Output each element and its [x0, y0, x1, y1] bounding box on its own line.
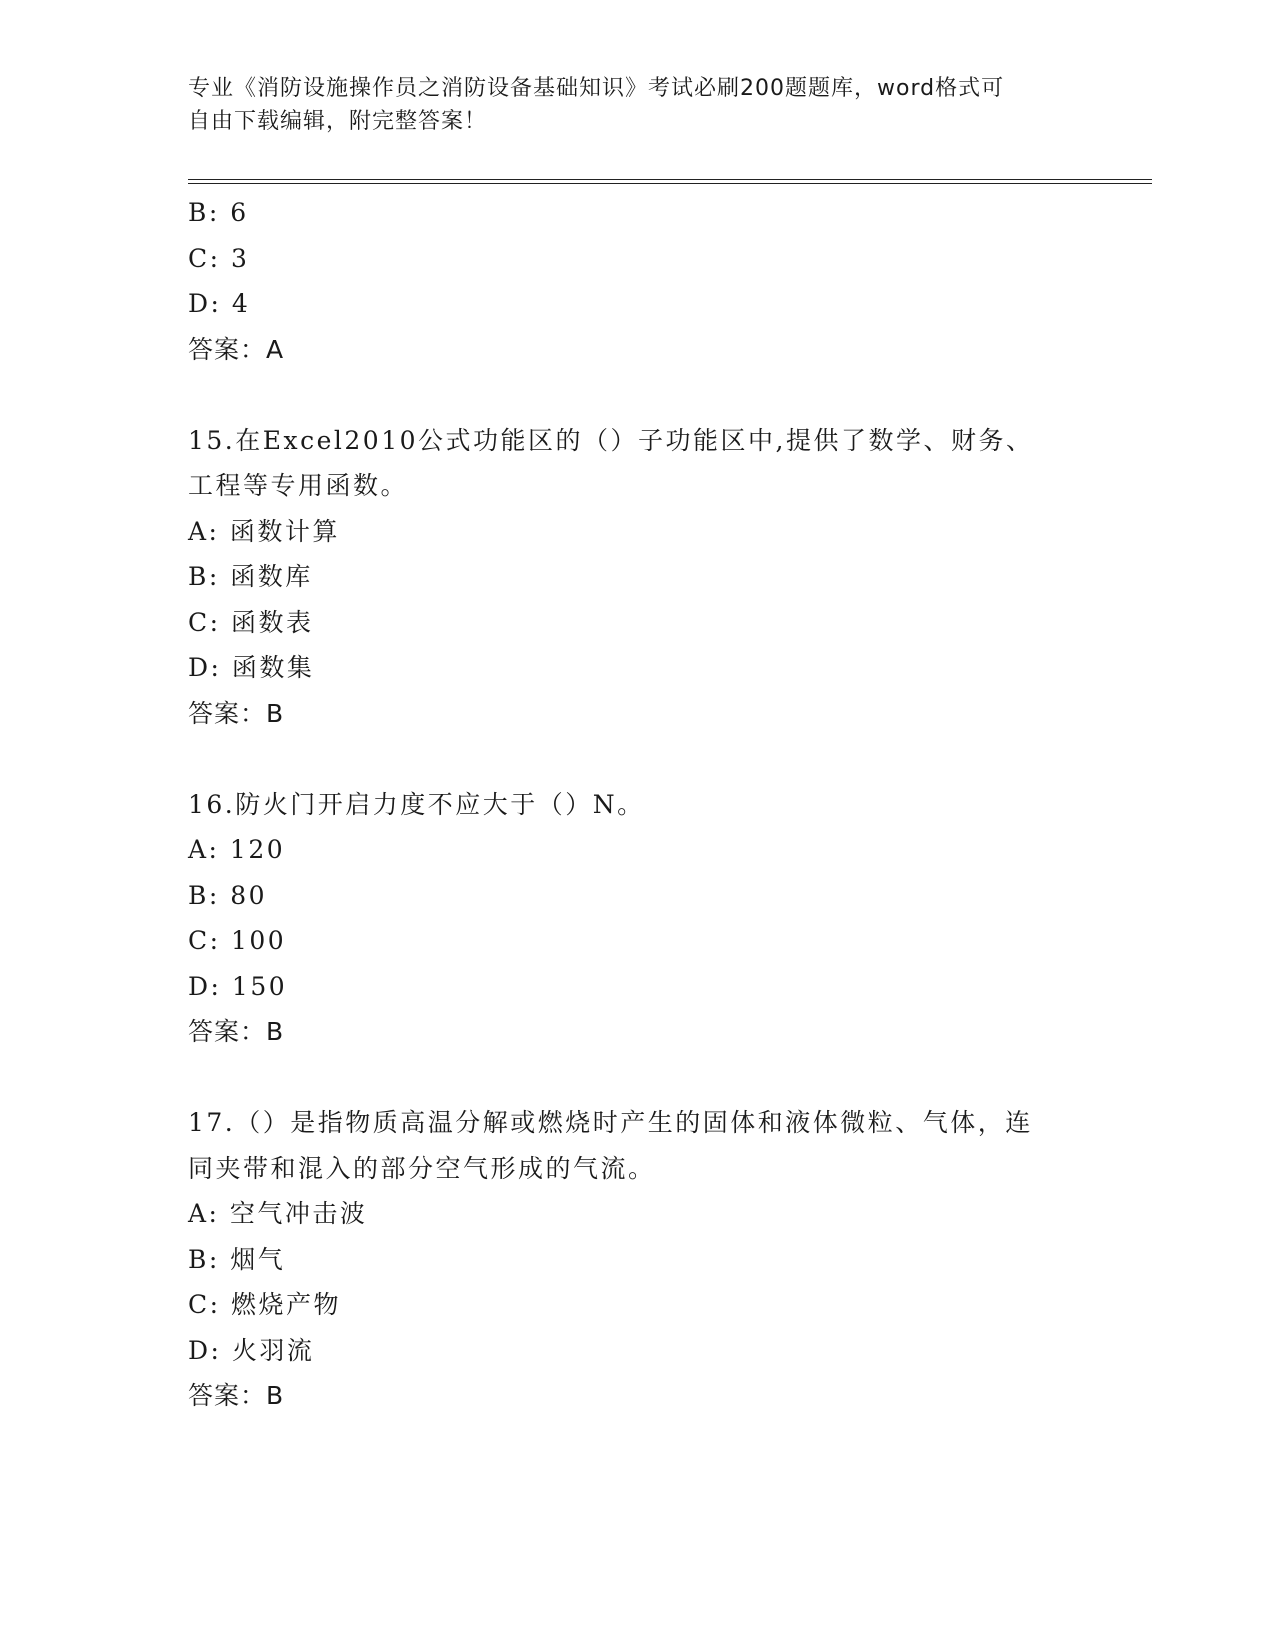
question-15 [188, 418, 1088, 737]
question-stem-line-2: 同夹带和混入的部分空气形成的气流。 [188, 1153, 656, 1183]
option-b: B: 函数库 [188, 562, 313, 591]
document-body [188, 190, 1088, 1419]
option-d: D: 函数集 [188, 653, 315, 682]
question-stem-line-1: 17.（）是指物质高温分解或燃烧时产生的固体和液体微粒、气体，连 [188, 1108, 1033, 1137]
question-16 [188, 782, 1088, 1055]
question-17 [188, 1100, 1088, 1419]
answer-line: 答案：B [188, 698, 285, 728]
header-divider-bottom [188, 183, 1152, 184]
previous-question-options [188, 190, 1088, 372]
header-title-line-2: 自由下载编辑，附完整答案！ [188, 109, 488, 134]
option-c: C: 3 [188, 243, 250, 273]
option-b: B: 烟气 [188, 1244, 286, 1274]
answer-line: 答案：B [188, 1381, 285, 1410]
option-c: C: 燃烧产物 [188, 1290, 341, 1319]
option-d: D: 4 [188, 289, 251, 318]
answer-line: 答案：B [188, 1017, 285, 1046]
option-c: C: 函数表 [188, 607, 314, 637]
option-a: A: 空气冲击波 [188, 1199, 368, 1228]
answer-line: 答案：A [188, 334, 285, 364]
option-a: A: 函数计算 [188, 516, 340, 546]
question-stem-line-1: 15.在Excel2010公式功能区的（）子功能区中,提供了数学、财务、 [188, 425, 1034, 455]
question-stem-line-1: 16.防火门开启力度不应大于（）N。 [188, 789, 645, 819]
option-d: D: 火羽流 [188, 1335, 315, 1365]
header-divider-top [188, 179, 1152, 180]
option-d: D: 150 [188, 971, 288, 1001]
header-title-line-1: 专业《消防设施操作员之消防设备基础知识》考试必刷200题题库，word格式可 [188, 76, 1005, 101]
option-b: B: 6 [188, 198, 249, 227]
option-a: A: 120 [188, 835, 286, 864]
option-c: C: 100 [188, 926, 287, 955]
option-b: B: 80 [188, 880, 268, 910]
document-header [188, 72, 1068, 138]
question-stem-line-2: 工程等专用函数。 [188, 471, 409, 500]
